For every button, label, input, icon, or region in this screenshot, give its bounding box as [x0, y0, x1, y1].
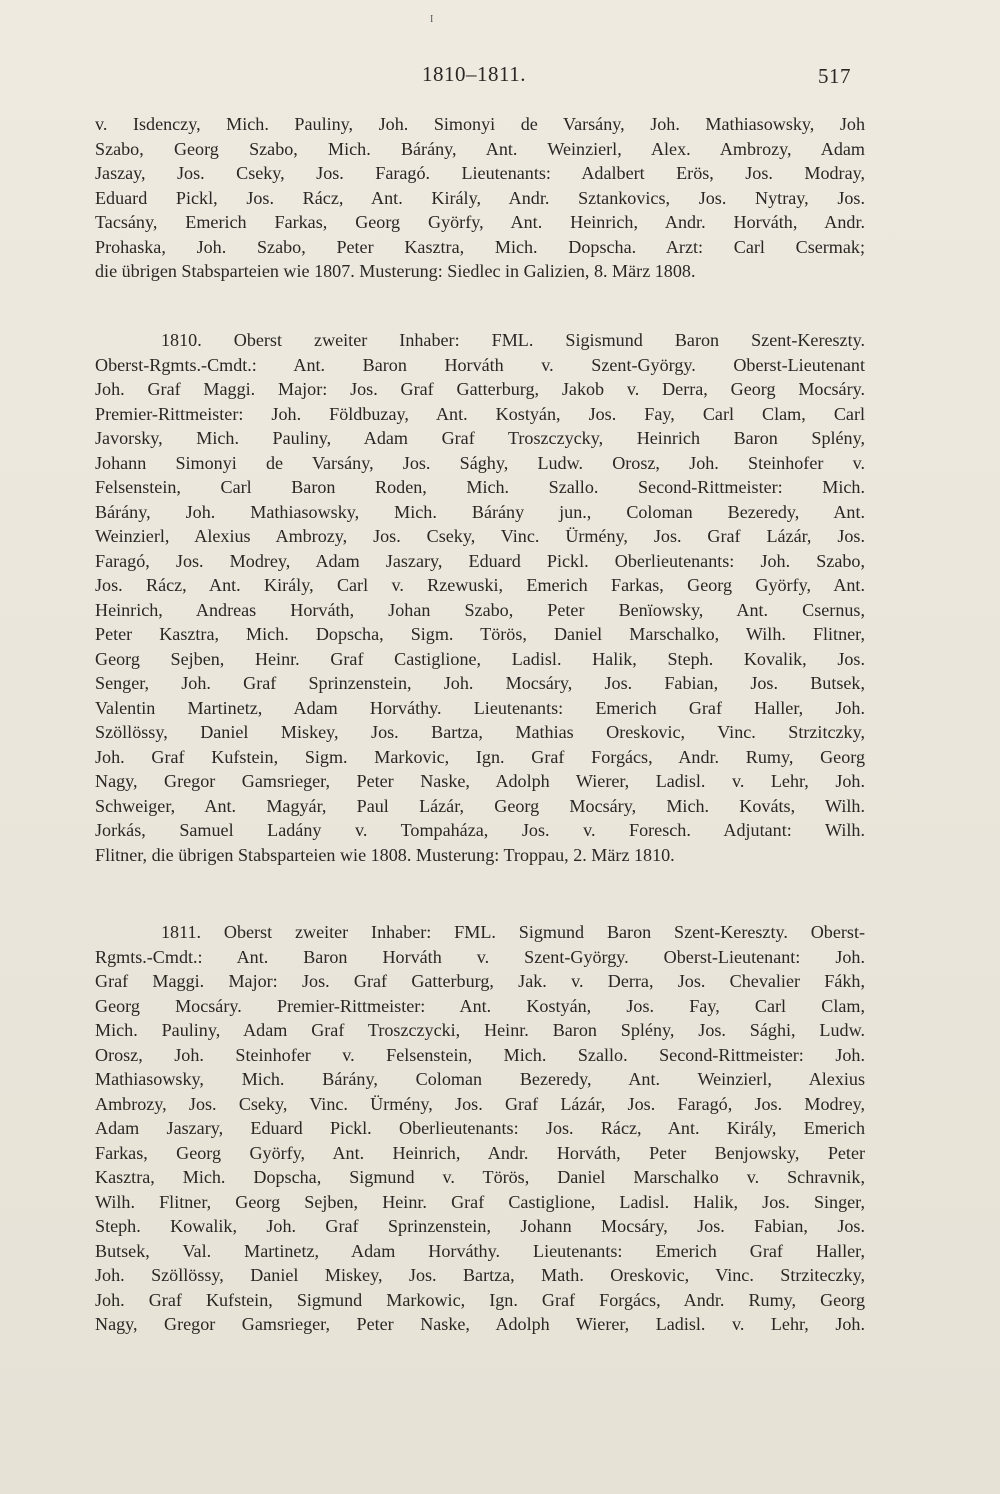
text-line: Felsenstein, Carl Baron Roden, Mich. Szallo. Second-Rittmeister: Mich. [95, 477, 865, 497]
text-line: Joh. Graf Kufstein, Sigm. Markovic, Ign. Graf Forgács, Andr. Rumy, Georg [95, 746, 865, 767]
text-line: Nagy, Gregor Gamsrieger, Peter Naske, Adolph Wierer, Ladisl. v. Lehr, Joh. [95, 771, 865, 791]
text-line: die übrigen Stabsparteien wie 1807. Musterung: Siedlec in Galizien, 8. März 1808. [95, 261, 696, 281]
running-header-years: 1810–1811. [422, 62, 526, 86]
text-line: Orosz, Joh. Steinhofer v. Felsenstein, Mich. Szallo. Second-Rittmeister: Joh. [95, 1044, 865, 1065]
paragraph-1811 [95, 920, 865, 1337]
text-line: Joh. Graf Maggi. Major: Jos. Graf Gatterburg, Jakob v. Derra, Georg Mocsáry. [95, 379, 865, 399]
text-line: Jos. Rácz, Ant. Király, Carl v. Rzewuski, Emerich Farkas, Georg Györfy, Ant. [95, 575, 865, 595]
text-line: v. Isdenczy, Mich. Pauliny, Joh. Simonyi de Varsány, Joh. Mathiasowsky, Joh [95, 114, 865, 134]
text-line: Weinzierl, Alexius Ambrozy, Jos. Cseky, Vinc. Ürmény, Jos. Graf Lázár, Jos. [95, 526, 865, 546]
text-line: Peter Kasztra, Mich. Dopscha, Sigm. Törös, Daniel Marschalko, Wilh. Flitner, [95, 624, 865, 644]
text-line: Flitner, die übrigen Stabsparteien wie 1808. Musterung: Troppau, 2. März 1810. [95, 844, 675, 865]
text-line: Johann Simonyi de Varsány, Jos. Sághy, Ludw. Orosz, Joh. Steinhofer v. [95, 452, 865, 473]
text-line: Georg Mocsáry. Premier-Rittmeister: Ant. Kostyán, Jos. Fay, Carl Clam, [95, 995, 865, 1016]
text-line: Szöllössy, Daniel Miskey, Jos. Bartza, Mathias Oreskovic, Vinc. Strzitczky, [95, 722, 865, 742]
text-line: Ambrozy, Jos. Cseky, Vinc. Ürmény, Jos. Graf Lázár, Jos. Faragó, Jos. Modrey, [95, 1093, 865, 1114]
text-line: 1810. Oberst zweiter Inhaber: FML. Sigismund Baron Szent-Kereszty. [161, 330, 865, 350]
text-line: Georg Sejben, Heinr. Graf Castiglione, Ladisl. Halik, Steph. Kovalik, Jos. [95, 648, 865, 669]
text-line: Mich. Pauliny, Adam Graf Troszczycki, Heinr. Baron Splény, Jos. Sághi, Ludw. [95, 1020, 865, 1040]
text-line: Eduard Pickl, Jos. Rácz, Ant. Király, Andr. Sztankovics, Jos. Nytray, Jos. [95, 187, 865, 208]
text-line: Valentin Martinetz, Adam Horváthy. Lieutenants: Emerich Graf Haller, Joh. [95, 697, 865, 718]
text-line: Joh. Graf Kufstein, Sigmund Markowic, Ign. Graf Forgács, Andr. Rumy, Georg [95, 1289, 865, 1310]
text-line: Senger, Joh. Graf Sprinzenstein, Joh. Mocsáry, Jos. Fabian, Jos. Butsek, [95, 673, 865, 693]
text-line: Adam Jaszary, Eduard Pickl. Oberlieutenants: Jos. Rácz, Ant. Király, Emerich [95, 1118, 865, 1138]
text-line: Tacsány, Emerich Farkas, Georg Györfy, Ant. Heinrich, Andr. Horváth, Andr. [95, 212, 865, 232]
text-line: Szabo, Georg Szabo, Mich. Bárány, Ant. Weinzierl, Alex. Ambrozy, Adam [95, 138, 865, 159]
text-line: Premier-Rittmeister: Joh. Földbuzay, Ant. Kostyán, Jos. Fay, Carl Clam, Carl [95, 403, 865, 424]
text-line: 1811. Oberst zweiter Inhaber: FML. Sigmund Baron Szent-Kereszty. Oberst- [161, 922, 865, 942]
text-line: Oberst-Rgmts.-Cmdt.: Ant. Baron Horváth v. Szent-György. Oberst-Lieutenant [95, 354, 865, 375]
text-line: Javorsky, Mich. Pauliny, Adam Graf Troszczycky, Heinrich Baron Splény, [95, 428, 865, 448]
text-line: Heinrich, Andreas Horváth, Johan Szabo, Peter Benïowsky, Ant. Csernus, [95, 599, 865, 620]
header-mark: I [430, 14, 434, 25]
text-line: Faragó, Jos. Modrey, Adam Jaszary, Eduard Pickl. Oberlieutenants: Joh. Szabo, [95, 550, 865, 571]
page-number: 517 [818, 64, 851, 88]
paragraph-continuation [95, 112, 865, 284]
text-line: Wilh. Flitner, Georg Sejben, Heinr. Graf Castiglione, Ladisl. Halik, Jos. Singer, [95, 1191, 865, 1212]
text-line: Jaszay, Jos. Cseky, Jos. Faragó. Lieutenants: Adalbert Erös, Jos. Modray, [95, 163, 865, 183]
text-line: Jorkás, Samuel Ladány v. Tompaháza, Jos. v. Foresch. Adjutant: Wilh. [95, 820, 865, 840]
text-line: Schweiger, Ant. Magyár, Paul Lázár, Georg Mocsáry, Mich. Kováts, Wilh. [95, 795, 865, 816]
text-line: Rgmts.-Cmdt.: Ant. Baron Horváth v. Szent-György. Oberst-Lieutenant: Joh. [95, 946, 865, 967]
text-line: Butsek, Val. Martinetz, Adam Horváthy. Lieutenants: Emerich Graf Haller, [95, 1240, 865, 1261]
text-line: Kasztra, Mich. Dopscha, Sigmund v. Törös, Daniel Marschalko v. Schravnik, [95, 1167, 865, 1187]
text-line: Farkas, Georg Györfy, Ant. Heinrich, Andr. Horváth, Peter Benjowsky, Peter [95, 1142, 865, 1163]
text-line: Bárány, Joh. Mathiasowsky, Mich. Bárány jun., Coloman Bezeredy, Ant. [95, 501, 865, 522]
text-line: Nagy, Gregor Gamsrieger, Peter Naske, Adolph Wierer, Ladisl. v. Lehr, Joh. [95, 1314, 865, 1334]
paragraph-1810 [95, 328, 865, 867]
text-line: Graf Maggi. Major: Jos. Graf Gatterburg, Jak. v. Derra, Jos. Chevalier Fákh, [95, 971, 865, 991]
text-line: Joh. Szöllössy, Daniel Miskey, Jos. Bartza, Math. Oreskovic, Vinc. Strziteczky, [95, 1265, 865, 1285]
text-line: Steph. Kowalik, Joh. Graf Sprinzenstein, Johann Mocsáry, Jos. Fabian, Jos. [95, 1216, 865, 1236]
text-line: Prohaska, Joh. Szabo, Peter Kasztra, Mich. Dopscha. Arzt: Carl Csermak; [95, 236, 865, 257]
text-line: Mathiasowsky, Mich. Bárány, Coloman Bezeredy, Ant. Weinzierl, Alexius [95, 1069, 865, 1089]
